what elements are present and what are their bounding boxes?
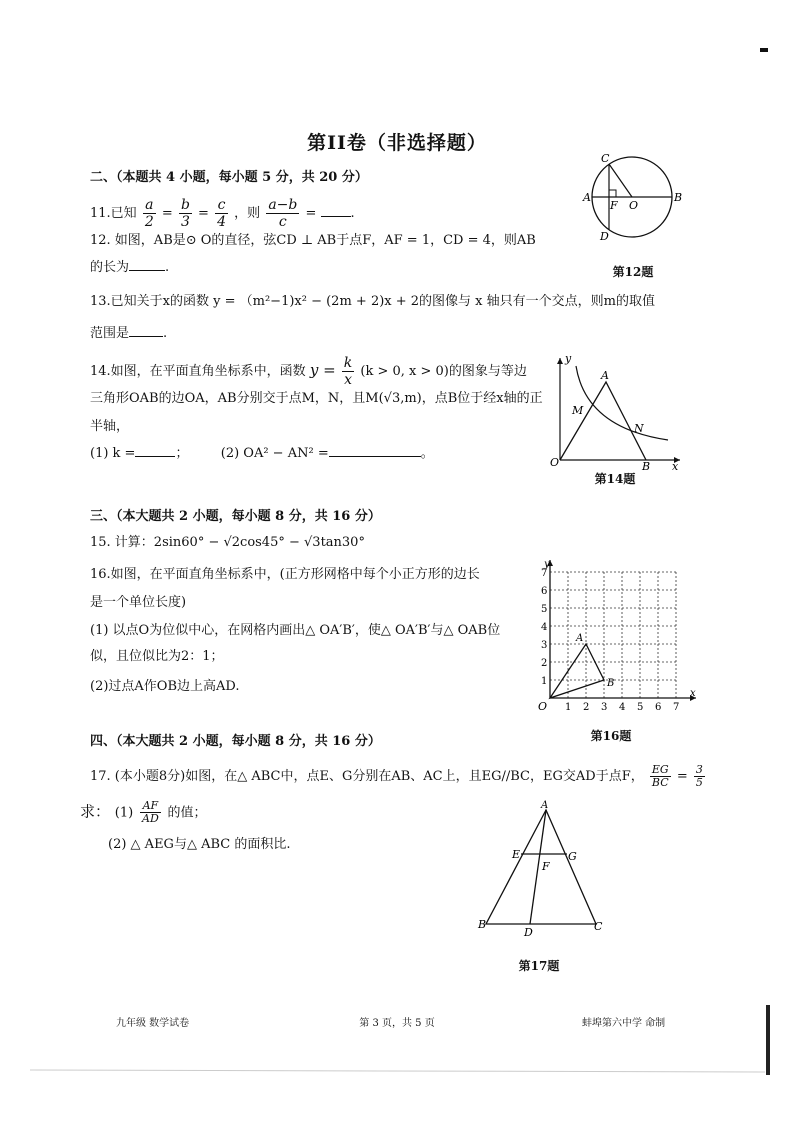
fig17-triangle-abc [486,810,596,924]
question-16-line1: 16.如图，在平面直角坐标系中，(正方形网格中每个小正方形的边长 [90,567,480,582]
q11-answer-blank[interactable] [321,216,351,217]
fig14-label-b: B [642,460,651,470]
q17-frac-3-5: $\frac{3}{5}$ [695,763,703,789]
section-4-heading: 四、（本大题共 2 小题，每小题 8 分，共 16 分） [90,734,381,749]
question-14-line2: 三角形OAB的边OA，AB分别交于点M，N，且M(√3,m)，点B位于经x轴的正 [90,391,543,406]
question-16-line5: (2)过点A作OB边上高AD. [90,679,240,694]
q14-sub2: (2) OA² − AN² = [220,446,329,461]
fig14-triangle-oab [560,382,646,460]
q13-prefix: 范围是 [90,326,130,341]
q14-func: y = [309,361,336,379]
question-17-ask: 求： (1) $\frac{AF}{AD}$ 的值； [80,799,207,825]
section-2-heading: 二、（本题共 4 小题，每小题 5 分，共 20 分） [90,170,368,185]
q14-answer-blank-1[interactable] [135,456,175,457]
fig16-x-tick-label: 3 [601,702,608,713]
fig17-label-f: F [542,860,550,873]
fig12-label-o: O [629,199,639,212]
fig16-label-x: x [690,688,696,699]
q12-prefix: 的长为 [90,260,130,275]
footer-left: 九年级 数学试卷 [116,1018,190,1029]
fig12-label-a: A [583,191,591,204]
question-16-line2: 是一个单位长度) [90,595,187,610]
q14-sub1: (1) k = [90,446,136,461]
fig16-label-y: y [544,559,550,570]
fig16-label-o: O [538,700,548,713]
fig16-x-tick-label: 2 [583,702,590,713]
fig12-label-d: D [600,230,609,243]
question-15: 15. 计算：2sin60° − √2cos45° − √3tan30° [90,535,365,550]
question-13-line2: 范围是 . [90,326,168,341]
fig16-x-tick-label: 4 [619,702,626,713]
question-14-line3: 半轴， [90,419,130,434]
q17-stem: 17. (本小题8分)如图，在△ ABC中，点E、G分别在AB、AC上，且EG//BC，EG交AD于点F， [90,769,644,784]
q17-ask: 求： [80,802,111,821]
fig14-hyperbola [576,366,668,440]
fig17-label-g: G [568,850,577,863]
question-12-line2: 的长为 . [90,260,170,275]
fig16-x-tick-label: 5 [637,702,644,713]
q14-frac-kx: $\frac{k}{x}$ [343,355,353,388]
fig16-y-tick-label: 5 [541,604,548,615]
question-14-subparts: (1) k = ； (2) OA² − AN² = 。 [90,446,434,461]
fig12-label-c: C [601,152,610,165]
fig16-x-tick-label: 7 [673,702,680,713]
section-3-heading: 三、（本大题共 2 小题，每小题 8 分，共 16 分） [90,509,381,524]
question-13-line1: 13.已知关于x的函数 y = （m²−1)x² − (2m + 2)x + 2的图像与 x 轴只有一个交点，则m的取值 [90,294,655,309]
fig16-y-tick-label: 2 [541,658,548,669]
q11-equals: = [305,206,317,221]
question-11: 11.已知 $\frac{a}{2}$ = $\frac{b}{3}$ = $\frac{c}{4}$ ，则 $\frac{a-b}{c}$ = . [90,197,355,230]
fig14-label-y: y [565,352,572,365]
fig14-label-m: M [572,404,584,417]
fig12-radius-oc [609,164,632,197]
question-17-line1: 17. (本小题8分)如图，在△ ABC中，点E、G分别在AB、AC上，且EG//BC，EG交AD于点F， $\frac{EG}{BC}$ = $\frac{3}{5}$ [90,763,703,789]
q11-frac-expr: $\frac{a-b}{c}$ [268,197,298,230]
question-17-sub2: (2) △ AEG与△ ABC 的面积比. [108,837,291,852]
footer-page-number: 第 3 页，共 5 页 [359,1018,435,1029]
figure-17-triangle [474,798,610,940]
q17-frac-eg-bc: $\frac{EG}{BC}$ [651,763,669,789]
q11-frac-c: $\frac{c}{4}$ [217,197,227,230]
fig12-right-angle [609,190,616,197]
fig16-y-tick-label: 6 [541,586,548,597]
figure-14-graph [546,352,686,470]
figure-16-grid [524,556,702,716]
question-14-line1 [90,355,527,388]
fig16-y-tick-label: 4 [541,622,548,633]
fig12-label-f: F [610,199,618,212]
q14-answer-blank-2[interactable] [329,456,421,457]
q17-frac-af-ad: $\frac{AF}{AD}$ [142,799,159,825]
fig16-label-b: B [607,678,615,689]
q14-condition: (k > 0, x > 0)的图象与等边 [360,364,527,379]
fig17-label-a: A [541,800,549,811]
fig14-label-x: x [672,460,679,470]
fig16-triangle-oab [550,644,604,698]
fig17-label-c: C [594,920,603,933]
fig16-x-tick-label: 1 [565,702,572,713]
footer-right: 蚌埠第六中学 命制 [582,1018,666,1029]
fig17-label-e: E [512,848,521,861]
fig16-x-tick-label: 6 [655,702,662,713]
figure-12-caption: 第12题 [612,265,654,279]
fig16-y-tick-label: 1 [541,676,548,687]
fig16-label-a: A [576,633,584,644]
question-12-line1: 12. 如图，AB是⊙ O的直径，弦CD ⊥ AB于点F，AF = 1，CD = 4，则AB [90,233,536,248]
fig17-label-d: D [524,926,533,939]
q17-sub1: (1) [114,805,134,821]
question-16-line3: (1) 以点O为位似中心，在网格内画出△ OA′B′，使△ OA′B′与△ OAB位 [90,623,501,638]
fig16-y-tick-label: 3 [541,640,548,651]
fig14-label-a: A [601,369,609,382]
fig12-label-b: B [674,191,683,204]
question-16-line4: 似，且位似比为2：1； [90,649,224,664]
q11-then: ，则 [234,206,261,221]
page-title: 第II卷（非选择题） [307,132,487,154]
figure-16-caption: 第16题 [590,729,632,743]
fig16-y-tick-label: 7 [541,568,548,579]
q11-frac-b: $\frac{b}{3}$ [180,197,190,230]
figure-12-circle [578,150,688,250]
q13-answer-blank[interactable] [129,336,163,337]
q14-prefix: 14.如图，在平面直角坐标系中，函数 [90,364,306,379]
fig14-label-n: N [634,422,644,435]
q12-answer-blank[interactable] [129,270,165,271]
q11-prefix: 11.已知 [90,206,137,221]
figure-14-caption: 第14题 [594,472,636,486]
figure-17-caption: 第17题 [518,959,560,973]
q11-frac-a: $\frac{a}{2}$ [144,197,154,230]
fig14-label-o: O [550,456,560,469]
fig17-label-b: B [478,918,487,931]
